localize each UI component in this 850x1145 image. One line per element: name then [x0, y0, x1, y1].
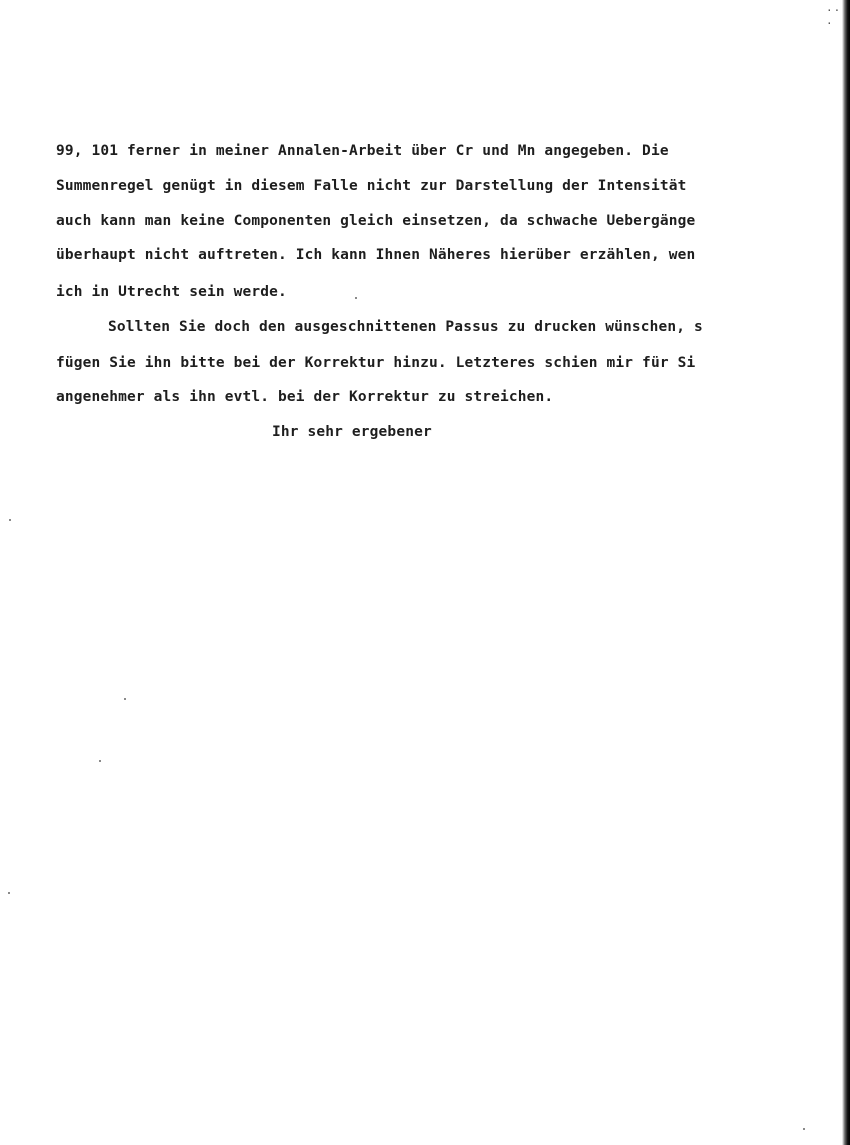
letter-closing: Ihr sehr ergebener	[272, 424, 432, 440]
scan-speck	[8, 892, 10, 894]
letter-line: angenehmer als ihn evtl. bei der Korrektur zu streichen.	[56, 389, 554, 405]
letter-line: ich in Utrecht sein werde.	[56, 284, 287, 300]
scan-speck	[9, 519, 11, 521]
scan-speck	[99, 760, 101, 762]
scan-speck	[803, 1128, 805, 1130]
letter-line: 99, 101 ferner in meiner Annalen-Arbeit über Cr und Mn angegeben. Die	[56, 143, 669, 159]
letter-line: Summenregel genügt in diesem Falle nicht zur Darstellung der Intensität	[56, 178, 687, 194]
scan-border	[842, 0, 850, 1145]
letter-line: fügen Sie ihn bitte bei der Korrektur hinzu. Letzteres schien mir für Si	[56, 355, 696, 371]
letter-line: überhaupt nicht auftreten. Ich kann Ihnen Näheres hierüber erzählen, wen	[56, 247, 696, 263]
scan-speck	[124, 698, 126, 700]
scan-corner-marks: ·· ·	[826, 4, 842, 30]
letter-line-indented: Sollten Sie doch den ausgeschnittenen Passus zu drucken wünschen, s	[108, 319, 703, 335]
scan-speck	[355, 297, 357, 299]
letter-line: auch kann man keine Componenten gleich einsetzen, da schwache Uebergänge	[56, 213, 696, 229]
